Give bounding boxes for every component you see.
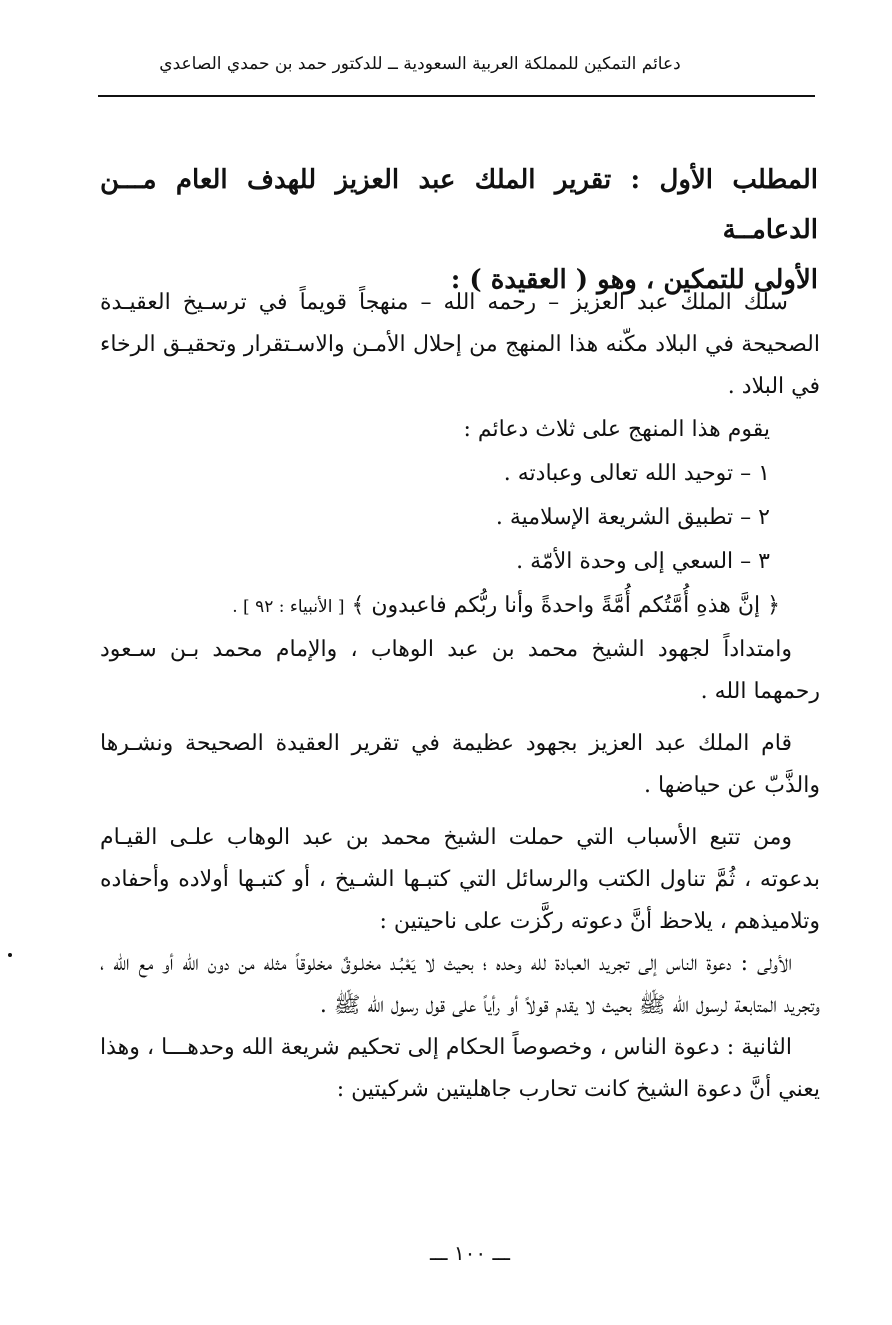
first-aspect-paragraph: الأولى : دعوة الناس إلى تجريد العبادة لله وحده ؛ بحيث لا يَعْبُـد مخلـوقٌ مخلوقاً مثله من دون الله أو مع الله ، وتجريد المتابعة لرسول الله ﷺ بحيث لا يقدم قولاً أو رأياً على قول رسول الله ﷺ . (100, 951, 820, 1018)
page-number: ـــ ١٠٠ ـــ (429, 1241, 511, 1265)
continuation-paragraph: وامتداداً لجهود الشيخ محمد بن عبد الوهاب ، والإمام محمد بـن سـعود رحمهما الله . (100, 637, 820, 704)
verse-text: ﴿ إنَّ هذهِ أُمَّتُكم أُمَّةً واحدةً وأنا ربُّكم فاعبدون ﴾ (351, 593, 780, 618)
section-heading-line-1: المطلب الأول : تقرير الملك عبد العزيز للهدف العام مـــن الدعامــة (100, 165, 818, 245)
reasons-paragraph: ومن تتبع الأسباب التي حملت الشيخ محمد بن عبد الوهاب علـى القيـام بدعوته ، ثُمَّ تناول الكتب والرسائل التي كتبـها الشـيخ ، أو كتبـها أولاده وأحفاده وتلاميذهم ، يلاحظ أنَّ دعوته ركَّزت على ناحيتين : (100, 825, 820, 934)
header-rule (98, 95, 815, 97)
pillar-item-2: ٢ – تطبيق الشريعة الإسلامية . (495, 505, 770, 530)
king-efforts-paragraph: قام الملك عبد العزيز بجهود عظيمة في تقرير العقيدة الصحيحة ونشـرها والذَّبّ عن حياضها . (100, 731, 820, 798)
pillar-item-1: ١ – توحيد الله تعالى وعبادته . (503, 461, 770, 486)
margin-mark (8, 953, 12, 957)
pillars-intro: يقوم هذا المنهج على ثلاث دعائم : (463, 417, 770, 442)
verse-reference: [ الأنبياء : ٩٢ ] . (232, 597, 345, 617)
body-text (100, 282, 820, 1111)
quran-verse (100, 584, 820, 629)
pillar-item-3: ٣ – السعي إلى وحدة الأمّة . (516, 549, 770, 574)
intro-paragraph: سلك الملك عبد العزيز – رحمه الله – منهجاً قويماً في ترسـيخ العقيـدة الصحيحة في البلاد مكّنه هذا المنهج من إحلال الأمـن والاسـتقرار وتحقيـق الرخاء في البلاد . (100, 290, 820, 399)
second-aspect-paragraph: الثانية : دعوة الناس ، وخصوصاً الحكام إلى تحكيم شريعة الله وحدهـــا ، وهذا يعني أنَّ دعوة الشيخ كانت تحارب جاهليتين شركيتين : (100, 1035, 820, 1102)
section-heading-line-2: الأولى للتمكين ، وهو ( العقيدة ) : (450, 265, 818, 295)
running-header: دعائم التمكين للمملكة العربية السعودية ــ للدكتور حمد بن حمدي الصاعدي (159, 54, 681, 74)
